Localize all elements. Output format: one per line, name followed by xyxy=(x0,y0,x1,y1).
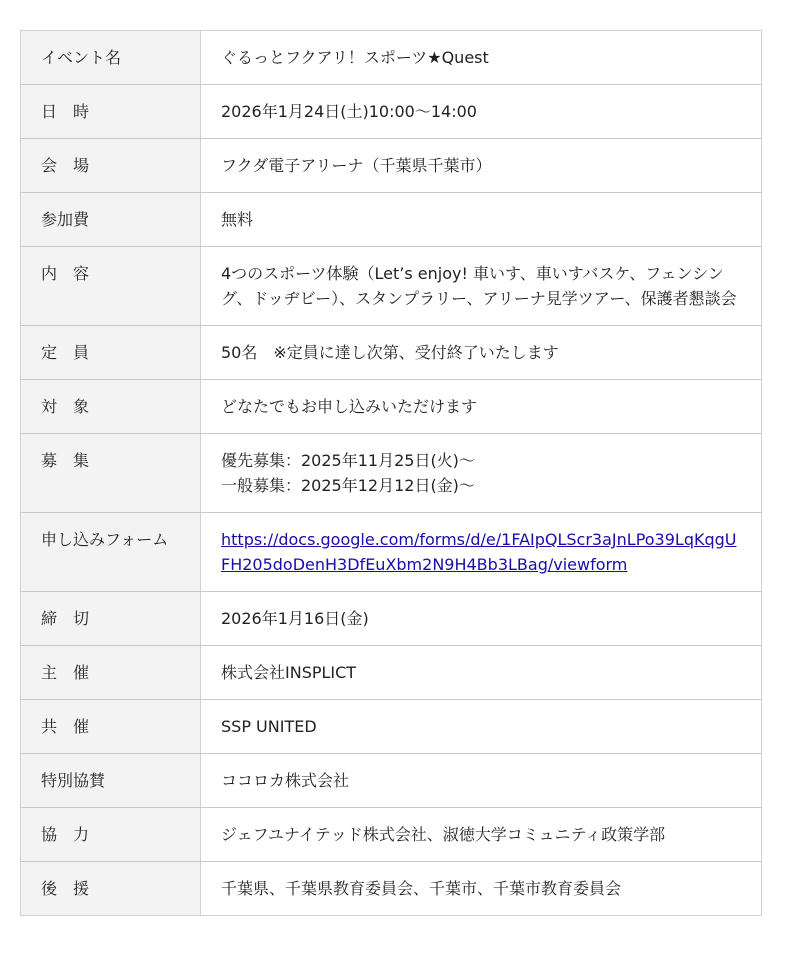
row-value: フクダ電子アリーナ（千葉県千葉市） xyxy=(201,139,762,193)
row-value: 2026年1月24日(土)10:00〜14:00 xyxy=(201,85,762,139)
row-label: 定 員 xyxy=(21,326,201,380)
row-value xyxy=(201,513,762,592)
table-row xyxy=(21,85,762,139)
row-value: 50名 ※定員に達し次第、受付終了いたします xyxy=(201,326,762,380)
application-form-link[interactable]: https://docs.google.com/forms/d/e/1FAIpQLScr3aJnLPo39LqKqgUFH205doDenH3DfEuXbm2N9H4Bb3LBag/viewform xyxy=(221,530,737,574)
row-label: 申し込みフォーム xyxy=(21,513,201,592)
row-label: 共 催 xyxy=(21,700,201,754)
row-value: 千葉県、千葉県教育委員会、千葉市、千葉市教育委員会 xyxy=(201,862,762,916)
row-label: 対 象 xyxy=(21,380,201,434)
table-row xyxy=(21,700,762,754)
table-row xyxy=(21,193,762,247)
row-label: 協 力 xyxy=(21,808,201,862)
row-value: 4つのスポーツ体験（Let’s enjoy! 車いす、車いすバスケ、フェンシング、ドッヂビー）、スタンプラリー、アリーナ見学ツアー、保護者懇談会 xyxy=(201,247,762,326)
row-label: 内 容 xyxy=(21,247,201,326)
table-row xyxy=(21,139,762,193)
row-value: SSP UNITED xyxy=(201,700,762,754)
row-label: 日 時 xyxy=(21,85,201,139)
row-label: 主 催 xyxy=(21,646,201,700)
row-value: ジェフユナイテッド株式会社、淑徳大学コミュニティ政策学部 xyxy=(201,808,762,862)
row-value: どなたでもお申し込みいただけます xyxy=(201,380,762,434)
row-value: ぐるっとフクアリ！スポーツ★Quest xyxy=(201,31,762,85)
table-row xyxy=(21,247,762,326)
table-row xyxy=(21,31,762,85)
row-label: 会 場 xyxy=(21,139,201,193)
event-info-table xyxy=(20,30,762,916)
row-label: 後 援 xyxy=(21,862,201,916)
row-label: 募 集 xyxy=(21,434,201,513)
row-value xyxy=(201,434,762,513)
table-row xyxy=(21,326,762,380)
table-row xyxy=(21,434,762,513)
table-row xyxy=(21,513,762,592)
table-row xyxy=(21,862,762,916)
priority-recruitment-line: 優先募集：2025年11月25日(火)〜 xyxy=(221,451,475,470)
row-label: イベント名 xyxy=(21,31,201,85)
table-row xyxy=(21,808,762,862)
row-label: 締 切 xyxy=(21,592,201,646)
row-value: 株式会社INSPLICT xyxy=(201,646,762,700)
row-label: 参加費 xyxy=(21,193,201,247)
table-row xyxy=(21,646,762,700)
row-value: 2026年1月16日(金) xyxy=(201,592,762,646)
row-label: 特別協賛 xyxy=(21,754,201,808)
table-row xyxy=(21,754,762,808)
general-recruitment-line: 一般募集：2025年12月12日(金)〜 xyxy=(221,476,475,495)
row-value: ココロカ株式会社 xyxy=(201,754,762,808)
table-row xyxy=(21,592,762,646)
table-row xyxy=(21,380,762,434)
row-value: 無料 xyxy=(201,193,762,247)
